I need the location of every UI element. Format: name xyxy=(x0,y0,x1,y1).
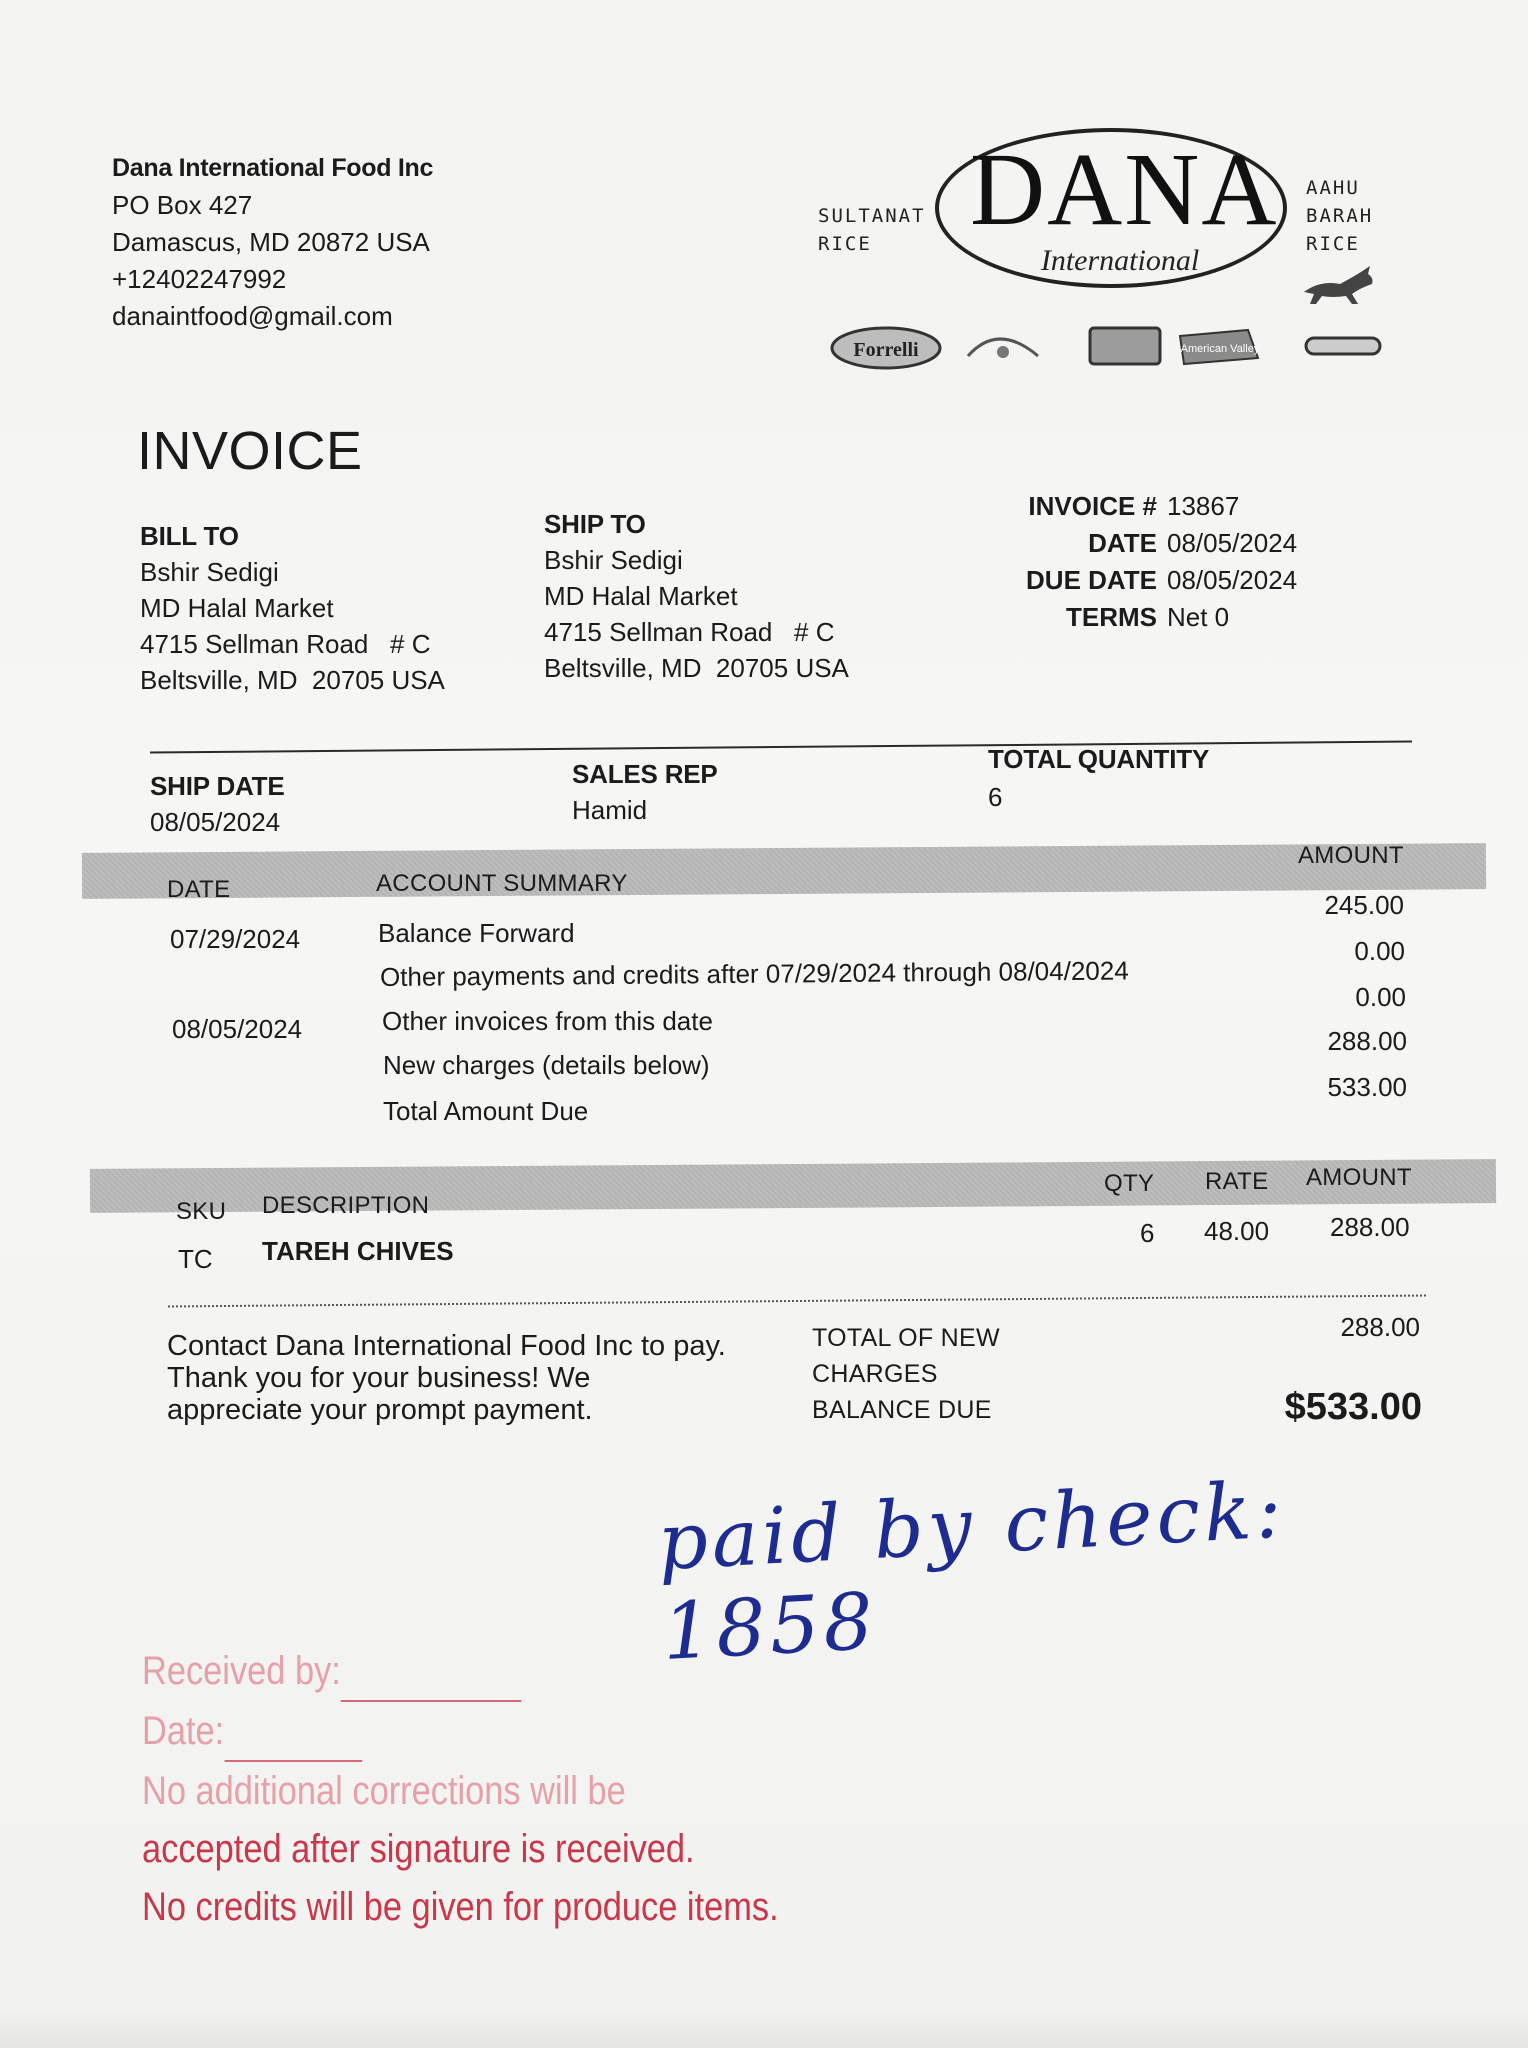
item-rate: 48.00 xyxy=(1204,1216,1270,1246)
logo-right-brand-line3: RICE xyxy=(1306,233,1360,255)
invoice-date-label: DATE xyxy=(1088,528,1157,558)
company-name: Dana International Food Inc xyxy=(112,154,434,182)
ship-date-block xyxy=(150,768,284,840)
total-new-charges-label-line2: CHARGES xyxy=(812,1360,938,1388)
company-address xyxy=(112,150,433,335)
brand-box-logo xyxy=(1090,328,1160,364)
invoice-number-label: INVOICE # xyxy=(1028,491,1157,521)
amount-header: AMOUNT xyxy=(1306,1164,1412,1191)
account-row-desc: Total Amount Due xyxy=(383,1096,589,1126)
receipt-stamp xyxy=(142,1642,779,1936)
ship-to-name: Bshir Sedigi xyxy=(544,545,683,575)
sales-rep-block xyxy=(572,756,718,828)
company-email: danaintfood@gmail.com xyxy=(112,301,393,331)
item-qty: 6 xyxy=(1140,1218,1155,1248)
invoice-date: 08/05/2024 xyxy=(1167,528,1298,558)
brand-logo-strip xyxy=(828,312,1388,374)
rate-header: RATE xyxy=(1205,1168,1269,1195)
small-brand-logo xyxy=(1306,338,1380,354)
sku-header: SKU xyxy=(176,1198,227,1225)
account-row-amount: 533.00 xyxy=(1327,1072,1407,1102)
logo-right-brand-line2: BARAH xyxy=(1306,205,1374,227)
item-sku: TC xyxy=(178,1244,213,1274)
account-row-amount: 0.00 xyxy=(1355,982,1406,1012)
ship-date-label: SHIP DATE xyxy=(150,771,285,801)
account-row-desc: Other payments and credits after 07/29/2024 through 08/04/2024 xyxy=(379,955,1129,992)
stamp-line-4: accepted after signature is received. xyxy=(142,1827,695,1871)
total-quantity-block xyxy=(988,740,1209,816)
terms-label: TERMS xyxy=(1066,602,1157,632)
balance-due-label: BALANCE DUE xyxy=(812,1396,992,1424)
ship-to-company: MD Halal Market xyxy=(544,581,738,611)
logo-left-brand-line2: RICE xyxy=(818,233,872,255)
handwritten-note: paid by check: 1858 xyxy=(655,1465,1288,1678)
payment-message xyxy=(167,1330,726,1426)
date-line xyxy=(224,1702,362,1762)
paper-shadow xyxy=(0,2008,1528,2048)
ship-to-city: Beltsville, MD 20705 USA xyxy=(544,653,849,683)
account-row-desc: Other invoices from this date xyxy=(382,1006,713,1036)
total-quantity: 6 xyxy=(988,782,1003,812)
payment-message-line2: Thank you for your business! We xyxy=(167,1362,591,1394)
cambridge-logo-mark xyxy=(997,346,1009,358)
forrelli-logo-text: Forrelli xyxy=(853,339,919,361)
account-amount-header: AMOUNT xyxy=(1298,842,1404,869)
account-row-amount: 0.00 xyxy=(1354,936,1405,966)
account-row-desc: New charges (details below) xyxy=(383,1050,710,1080)
date-label: Date: xyxy=(142,1709,225,1753)
logo-right-brand-line1: AAHU xyxy=(1306,177,1360,199)
ship-to-label: SHIP TO xyxy=(544,509,646,539)
balance-due: $533.00 xyxy=(1284,1386,1422,1428)
bill-to-label: BILL TO xyxy=(140,521,239,551)
account-row-amount: 288.00 xyxy=(1327,1026,1407,1056)
account-summary-header-label: ACCOUNT SUMMARY xyxy=(376,870,628,897)
invoice-meta xyxy=(1000,488,1297,636)
bill-to-company: MD Halal Market xyxy=(140,593,334,623)
ship-to-street: 4715 Sellman Road # C xyxy=(544,617,835,647)
terms: Net 0 xyxy=(1167,602,1230,632)
logo-left-brand-line1: SULTANAT xyxy=(818,205,926,227)
logo-left-brand xyxy=(818,202,926,258)
american-valley-logo-text: American Valley xyxy=(1180,343,1260,355)
sales-rep-label: SALES REP xyxy=(572,759,718,789)
deer-icon xyxy=(1300,262,1380,308)
company-phone: +12402247992 xyxy=(112,264,287,294)
item-description: TAREH CHIVES xyxy=(262,1236,454,1266)
total-new-charges: 288.00 xyxy=(1340,1312,1420,1342)
account-row-date: 07/29/2024 xyxy=(170,924,301,954)
ship-date: 08/05/2024 xyxy=(150,807,281,837)
bill-to-block xyxy=(140,518,445,698)
received-by-line xyxy=(341,1642,522,1702)
total-quantity-label: TOTAL QUANTITY xyxy=(988,744,1210,774)
payment-message-line3: appreciate your prompt payment. xyxy=(167,1394,593,1426)
sales-rep: Hamid xyxy=(572,795,648,825)
item-amount: 288.00 xyxy=(1330,1212,1410,1242)
account-row-desc: Balance Forward xyxy=(378,918,575,948)
logo-right-brand xyxy=(1306,174,1373,258)
due-date-label: DUE DATE xyxy=(1026,565,1157,595)
total-new-charges-label-line1: TOTAL OF NEW xyxy=(812,1324,1000,1352)
totals-labels xyxy=(812,1320,1000,1428)
ship-to-block xyxy=(544,506,849,686)
company-address-line1: PO Box 427 xyxy=(112,190,253,220)
description-header: DESCRIPTION xyxy=(262,1192,430,1219)
invoice-number: 13867 xyxy=(1167,491,1240,521)
stamp-line-5: No credits will be given for produce items. xyxy=(142,1885,779,1929)
stamp-line-3: No additional corrections will be xyxy=(142,1769,626,1813)
bill-to-name: Bshir Sedigi xyxy=(140,557,279,587)
account-row-date: 08/05/2024 xyxy=(172,1014,303,1044)
due-date: 08/05/2024 xyxy=(1167,565,1298,595)
logo-sub-text: International xyxy=(1040,244,1200,277)
payment-message-line1: Contact Dana International Food Inc to pay. xyxy=(167,1330,726,1362)
qty-header: QTY xyxy=(1104,1170,1155,1197)
bill-to-street: 4715 Sellman Road # C xyxy=(140,629,431,659)
logo-main-text: DANA xyxy=(970,132,1279,247)
account-date-header: DATE xyxy=(167,876,231,903)
company-address-line2: Damascus, MD 20872 USA xyxy=(112,227,430,257)
received-by-label: Received by: xyxy=(142,1649,341,1693)
page-title: INVOICE xyxy=(137,421,363,481)
account-row-amount: 245.00 xyxy=(1324,890,1404,920)
bill-to-city: Beltsville, MD 20705 USA xyxy=(140,665,445,695)
